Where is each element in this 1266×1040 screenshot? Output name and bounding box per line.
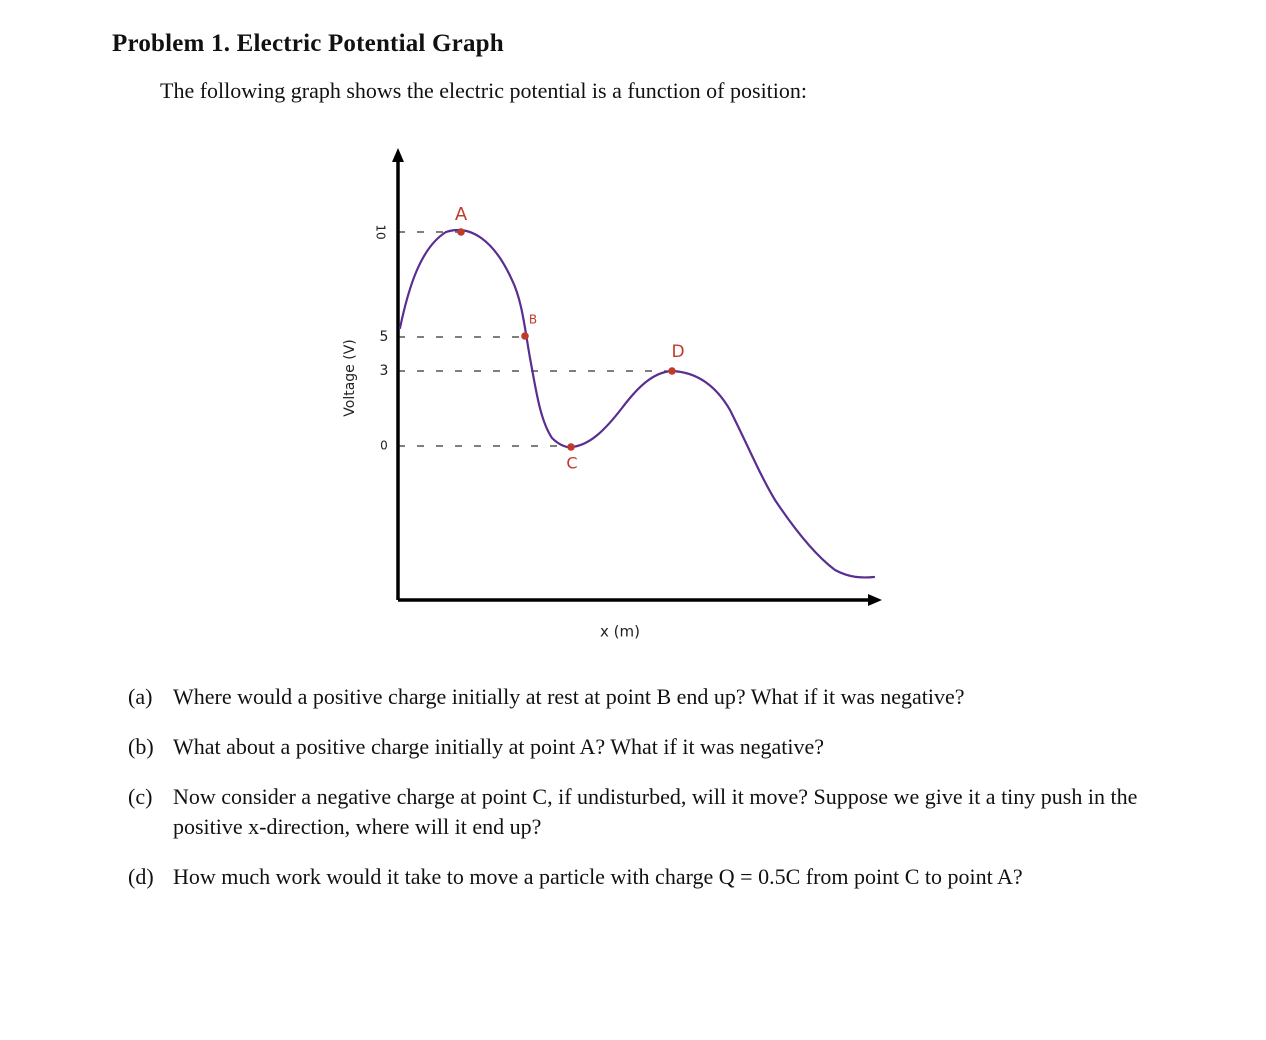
point-c-label: C [566,453,578,473]
point-a-label: A [454,204,468,225]
x-axis-arrow [868,594,882,606]
question-text: Now consider a negative charge at point C, if undisturbed, will it move? Suppose we give it a tiny push in the positive x-direction, where will it end up? [173,784,1138,839]
y-tick-10: 10 [373,224,388,240]
y-axis-label: Voltage (V) [342,339,358,417]
y-tick-0: 0 [380,438,388,453]
x-axis-label: x (m) [600,622,640,641]
question-label: (c) [128,784,153,809]
question-text: Where would a positive charge initially at rest at point B end up? What if it was negative? [173,684,965,709]
point-a-marker [457,228,465,236]
point-d-label: D [671,342,685,362]
y-tick-5: 5 [379,329,389,345]
question-label: (d) [128,864,154,889]
question-b [128,732,1148,762]
problem-intro: The following graph shows the electric potential is a function of position: [160,78,808,103]
problem-title: Problem 1. Electric Potential Graph [112,30,504,57]
point-d-marker [668,367,676,375]
y-tick-3: 3 [379,363,389,379]
question-list [128,682,1148,912]
question-text: What about a positive charge initially at point A? What if it was negative? [173,734,825,759]
question-label: (b) [128,734,154,759]
y-axis-arrow [392,148,404,162]
question-label: (a) [128,684,153,709]
question-a [128,682,1148,712]
question-c [128,782,1148,842]
question-text: How much work would it take to move a particle with charge Q = 0.5C from point C to point A? [173,864,1023,889]
point-b-label: B [528,312,538,327]
point-c-marker [567,443,575,451]
point-b-marker [521,332,529,340]
potential-curve [400,230,874,577]
question-d [128,862,1148,892]
